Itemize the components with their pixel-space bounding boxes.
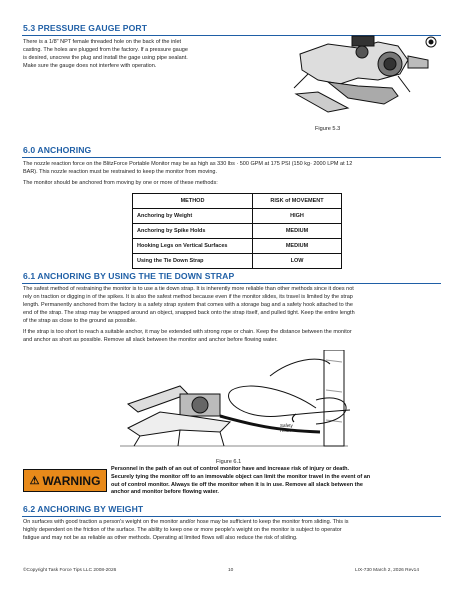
heading-rule — [22, 157, 441, 158]
warning-triangle-icon: ⚠ — [29, 475, 40, 487]
table-header-risk: RISK of MOVEMENT — [253, 194, 342, 209]
table-cell-risk: HIGH — [253, 209, 342, 224]
table-cell-risk: LOW — [253, 254, 342, 269]
safety-hook-label-line-2: Hook — [280, 428, 291, 433]
heading-rule — [22, 283, 441, 284]
section-6-0-text: The nozzle reaction force on the BlitzForce Portable Monitor may be as high as 330 lbs · 500 GPM at 175 PSI (150 kg· 2000 LPM at 12 BAR). This nozzle reaction must be restrained to keep the monitor from moving. The monitor should be anchored from moving by one or more of these methods: — [23, 161, 353, 186]
figure-6-1-caption: Figure 6.1 — [216, 459, 242, 465]
footer-doc-id: LIX-730 March 2, 2026 Rev14 — [355, 568, 419, 573]
footer-page-number: 10 — [228, 568, 234, 573]
table-row — [133, 224, 342, 239]
section-6-1-heading: 6.1 ANCHORING BY USING THE TIE DOWN STRAP — [23, 271, 235, 281]
figure-5-3-gauge-illustration — [288, 34, 438, 122]
table-cell-risk: MEDIUM — [253, 239, 342, 254]
table-cell-method: Anchoring by Spike Holds — [133, 224, 253, 239]
section-6-1-text: The safest method of restraining the monitor is to use a tie down strap. It is inherently more reliable than other methods since it does not rely on traction or digging in of the spikes. It is also the safest method because even if the monitor slides, its travel is limited by the strap length. Permanently anchored from the factory is a safety strap system that comes with a storage bag and a safety hook attached to the end of the strap. The strap may be wrapped around an object, snapped back onto the strap itself, and pulled tight. Keep the entire length of the strap as close to the ground as possible. If the strap is too short to reach a suitable anchor, it may be extended with strong rope or chain. Keep the distance between the monitor and anchor as short as possible. Remove all slack between the monitor and anchor before flowing water. — [23, 286, 355, 343]
table-cell-method: Using the Tie Down Strap — [133, 254, 253, 269]
warning-text: Personnel in the path of an out of control monitor have and increase risk of injury or death. Securely tying the monitor off to an immovable object can limit the monitor travel in the event of an out of control monitor. Always tie off the monitor when it is in use. Remove all slack between the anchor and monitor before flowing water. — [111, 466, 371, 496]
table-cell-method: Hooking Legs on Vertical Surfaces — [133, 239, 253, 254]
figure-6-1-tie-down-illustration — [120, 350, 360, 456]
figure-5-3-caption: Figure 5.3 — [315, 126, 341, 132]
section-6-2-heading: 6.2 ANCHORING BY WEIGHT — [23, 504, 144, 514]
table-header-row — [133, 194, 342, 209]
warning-badge — [23, 469, 107, 492]
safety-hook-label-line-1: Safety — [280, 423, 293, 428]
warning-badge-label: WARNING — [42, 473, 101, 488]
table-row — [133, 239, 342, 254]
table-row — [133, 254, 342, 269]
table-row — [133, 209, 342, 224]
section-5-3-heading: 5.3 PRESSURE GAUGE PORT — [23, 23, 148, 33]
table-cell-method: Anchoring by Weight — [133, 209, 253, 224]
table-cell-risk: MEDIUM — [253, 224, 342, 239]
section-5-3-text: There is a 1/8" NPT female threaded hole on the back of the inlet casting. The holes are plugged from the factory. If a pressure gauge is desired, unscrew the plug and install the gage using pipe sealant. Make sure the gauge does not interfere with operation. — [23, 39, 188, 69]
anchoring-methods-table — [132, 193, 342, 269]
section-6-2-text: On surfaces with good traction a person's weight on the monitor and/or hose may be sufficient to keep the monitor from sliding. This is highly dependent on the friction of the surface. The ability to keep one or more people's weight on the monitor is subject to operator fatigue and may not be as reliable as other methods. Operating at limited flows will also reduce the risk of sliding. — [23, 519, 349, 541]
heading-rule — [22, 516, 441, 517]
footer-copyright: ©Copyright Task Force Tips LLC 2008-2026 — [23, 568, 117, 573]
section-6-0-heading: 6.0 ANCHORING — [23, 145, 92, 155]
table-header-method: METHOD — [133, 194, 253, 209]
